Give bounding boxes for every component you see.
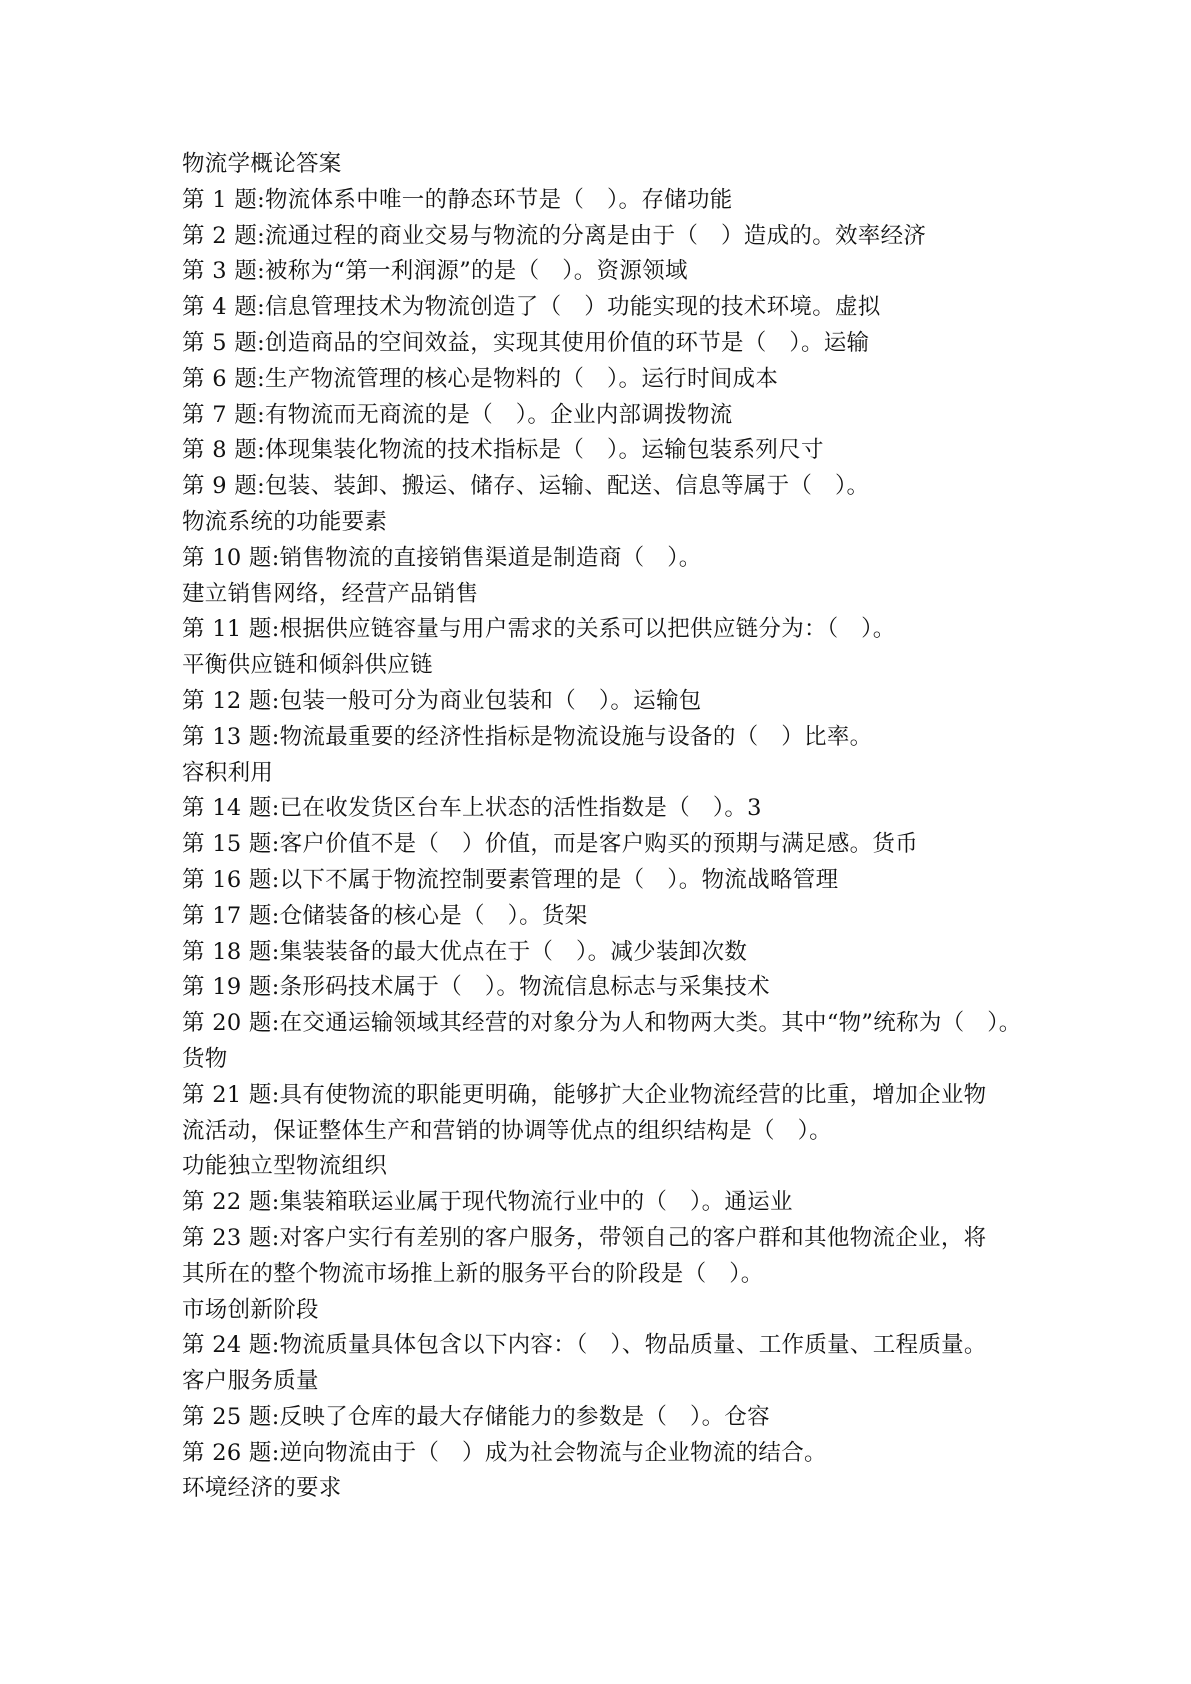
text-line: 第 21 题:具有使物流的职能更明确，能够扩大企业物流经营的比重，增加企业物	[182, 1081, 987, 1108]
text-line: 第 24 题:物流质量具体包含以下内容：（ ）、物品质量、工作质量、工程质量。	[182, 1332, 987, 1359]
text-line: 第 26 题:逆向物流由于（ ）成为社会物流与企业物流的结合。	[182, 1439, 827, 1466]
text-line: 第 4 题:信息管理技术为物流创造了（ ）功能实现的技术环境。虚拟	[182, 294, 881, 321]
text-line: 平衡供应链和倾斜供应链	[182, 652, 433, 679]
text-line: 第 9 题:包装、装卸、搬运、储存、运输、配送、信息等属于（ ）。	[182, 473, 870, 500]
text-line: 第 23 题:对客户实行有差别的客户服务，带领自己的客户群和其他物流企业，将	[182, 1224, 987, 1251]
text-line: 市场创新阶段	[182, 1296, 319, 1323]
text-line: 第 6 题:生产物流管理的核心是物料的（ ）。运行时间成本	[182, 365, 779, 392]
text-line: 第 17 题:仓储装备的核心是（ ）。货架	[182, 902, 588, 929]
text-line: 第 15 题:客户价值不是（ ）价值，而是客户购买的预期与满足感。货币	[182, 831, 919, 858]
text-line: 第 19 题:条形码技术属于（ ）。物流信息标志与采集技术	[182, 974, 770, 1001]
document-lines	[182, 183, 1032, 1507]
text-line: 第 20 题:在交通运输领域其经营的对象分为人和物两大类。其中“物”统称为（ ）。	[182, 1010, 1022, 1037]
text-line: 环境经济的要求	[182, 1475, 342, 1502]
text-line: 容积利用	[182, 759, 274, 786]
text-line: 第 25 题:反映了仓库的最大存储能力的参数是（ ）。仓容	[182, 1403, 770, 1430]
text-line: 客户服务质量	[182, 1368, 319, 1395]
text-line: 第 22 题:集装箱联运业属于现代物流行业中的（ ）。通运业	[182, 1189, 793, 1216]
text-line: 第 8 题:体现集装化物流的技术指标是（ ）。运输包装系列尺寸	[182, 437, 824, 464]
text-line: 物流系统的功能要素	[182, 508, 388, 535]
text-line: 流活动，保证整体生产和营销的协调等优点的组织结构是（ ）。	[182, 1117, 832, 1144]
text-line: 第 2 题:流通过程的商业交易与物流的分离是由于（ ）造成的。效率经济	[182, 222, 927, 249]
text-line: 货物	[182, 1045, 228, 1072]
text-line: 第 14 题:已在收发货区台车上状态的活性指数是（ ）。3	[182, 795, 762, 822]
text-line: 第 3 题:被称为“第一利润源”的是（ ）。资源领域	[182, 258, 688, 285]
text-line: 第 12 题:包装一般可分为商业包装和（ ）。运输包	[182, 687, 702, 714]
text-line: 第 11 题:根据供应链容量与用户需求的关系可以把供应链分为：（ ）。	[182, 616, 896, 643]
text-line: 第 5 题:创造商品的空间效益，实现其使用价值的环节是（ ）。运输	[182, 329, 870, 356]
document-body	[182, 147, 1032, 1507]
text-line: 其所在的整个物流市场推上新的服务平台的阶段是（ ）。	[182, 1260, 764, 1287]
text-line: 功能独立型物流组织	[182, 1153, 388, 1180]
document-title: 物流学概论答案	[182, 151, 342, 177]
text-line: 第 7 题:有物流而无商流的是（ ）。企业内部调拨物流	[182, 401, 733, 428]
text-line: 第 1 题:物流体系中唯一的静态环节是（ ）。存储功能	[182, 186, 733, 213]
text-line: 第 16 题:以下不属于物流控制要素管理的是（ ）。物流战略管理	[182, 866, 839, 893]
text-line: 第 18 题:集装装备的最大优点在于（ ）。减少装卸次数	[182, 938, 748, 965]
text-line: 第 10 题:销售物流的直接销售渠道是制造商（ ）。	[182, 544, 702, 571]
text-line: 第 13 题:物流最重要的经济性指标是物流设施与设备的（ ）比率。	[182, 723, 873, 750]
text-line: 建立销售网络，经营产品销售	[182, 580, 479, 607]
